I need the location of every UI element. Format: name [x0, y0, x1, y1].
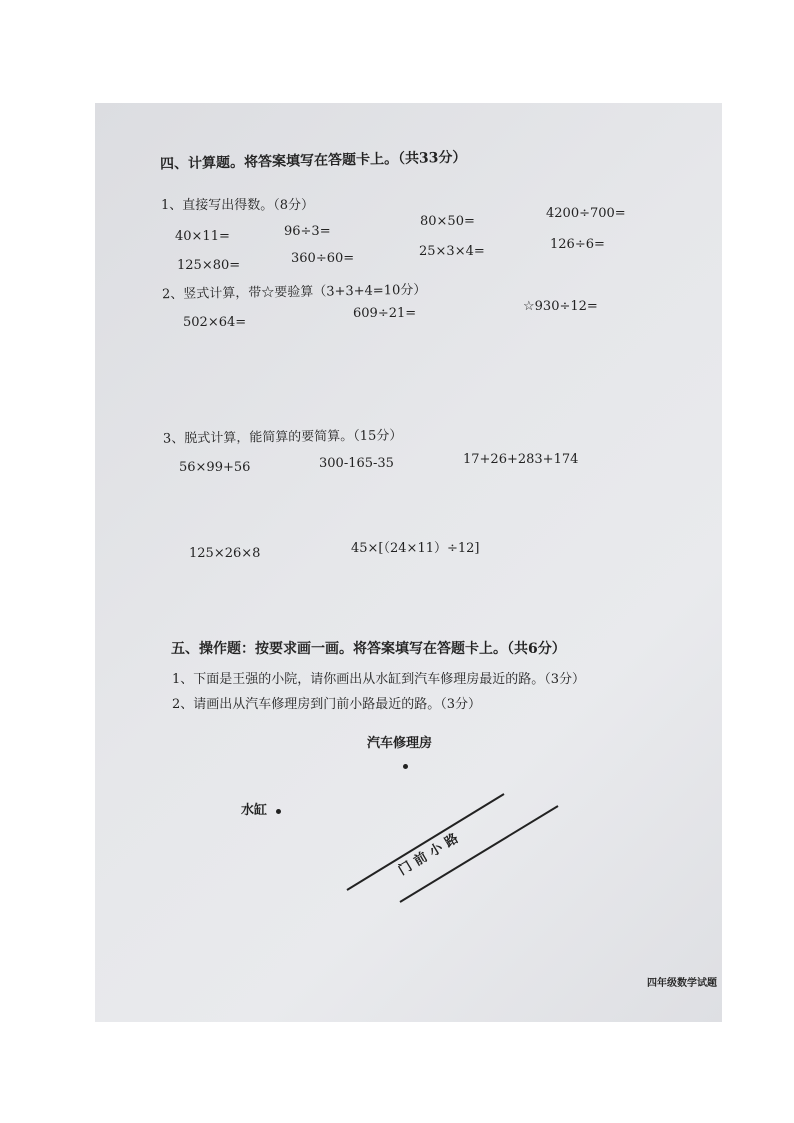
footer-label: 四年级数学试题 — [647, 978, 717, 989]
q1-item: 96÷3= — [284, 224, 331, 239]
exam-paper — [95, 103, 722, 1022]
s5-q1: 1、下面是王强的小院，请你画出从水缸到汽车修理房最近的路。（3分） — [172, 672, 586, 687]
s5-q2: 2、请画出从汽车修理房到门前小路最近的路。（3分） — [172, 697, 482, 712]
q3-item: 56×99+56 — [179, 460, 251, 475]
road-label: 门前小路 — [396, 828, 466, 879]
road-figure — [95, 103, 722, 1022]
section-4-title: 四、计算题。将答案填写在答题卡上。（共33分） — [159, 149, 467, 173]
q1-item: 360÷60= — [291, 251, 355, 266]
q1-item: 126÷6= — [550, 237, 605, 252]
q2-item: ☆930÷12= — [523, 299, 598, 314]
q1-title: 1、直接写出得数。（8分） — [161, 198, 315, 213]
road-edge-upper — [347, 794, 504, 890]
q1-item: 25×3×4= — [419, 244, 485, 259]
q3-item: 17+26+283+174 — [463, 452, 579, 467]
q2-title: 2、竖式计算，带☆要验算（3+3+4=10分） — [161, 282, 427, 303]
section-5-title: 五、操作题：按要求画一画。将答案填写在答题卡上。（共6分） — [171, 641, 566, 657]
q3-item: 125×26×8 — [189, 546, 261, 561]
q1-item: 80×50= — [420, 214, 475, 229]
q3-title: 3、脱式计算，能简算的要简算。（15分） — [162, 428, 403, 447]
q3-item: 300-165-35 — [319, 456, 394, 471]
repair-shop-label: 汽车修理房 — [367, 736, 433, 751]
q2-item: 502×64= — [183, 315, 247, 330]
water-tank-label: 水缸 — [241, 803, 268, 818]
q1-item: 125×80= — [177, 258, 241, 273]
q3-item: 45×[（24×11）÷12] — [351, 541, 480, 556]
q1-item: 4200÷700= — [546, 206, 626, 221]
q1-item: 40×11= — [175, 229, 230, 244]
q2-item: 609÷21= — [353, 306, 417, 321]
